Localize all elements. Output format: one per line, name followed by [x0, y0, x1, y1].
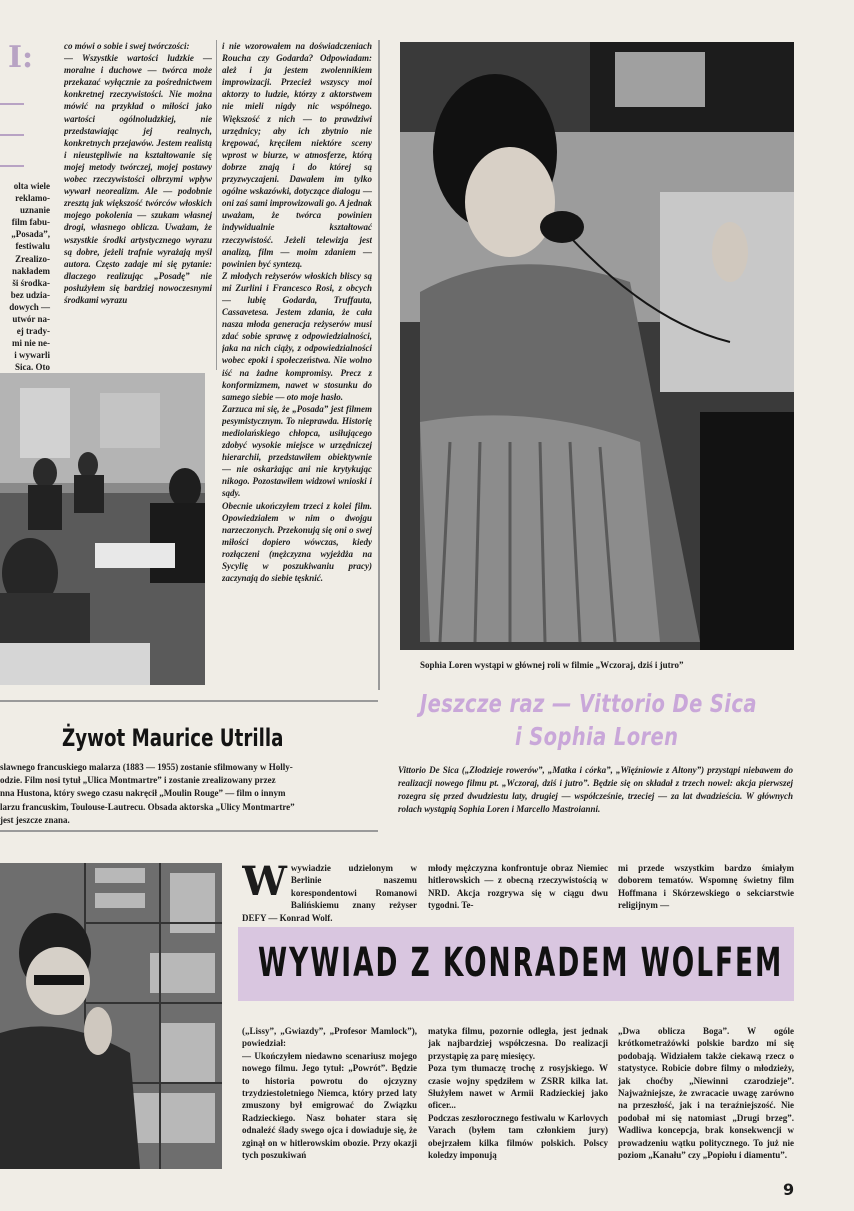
- left-fragment-line: mi nie ne-: [12, 338, 50, 349]
- left-fragment-line: bez udzia-: [10, 289, 50, 300]
- utrillo-body-line: slawnego francuskiego malarza (1883 — 1955) zostanie sfilmowany w Holly-: [0, 762, 293, 772]
- wolf-dropcap: W: [242, 862, 287, 905]
- konrad-wolf-photo-image: [0, 863, 222, 1169]
- left-fragment-rule-2: [0, 134, 24, 136]
- wolf-intro-text: wywiadzie udzielonym w Berlinie naszemu korespondentowi Romanowi Balińskiemu znany reżyser DEFY — Konrad Wolf.: [242, 863, 417, 923]
- page-number: 9: [783, 1180, 795, 1199]
- left-fragment-line: ši środka-: [12, 277, 50, 288]
- left-fragment-line: reklamo-: [15, 193, 50, 204]
- wolf-bottom-column-2: matyka filmu, pozornie odległa, jest jednak jak najbardziej współczesna. Do realizacji przystąpię za parę miesięcy. Poza tym tłumaczę trochę z rosyjskiego. W czasie wojny spędziłem w ZSRR kilka lat. Służyłem nawet w Armii Radzieckiej jako oficer... Podczas zeszłorocznego festiwalu w Karlovych Varach (byłem tam członkiem jury) obejrzałem kilka filmów polskich. Polscy koledzy imponują: [428, 1026, 608, 1161]
- wolf-top-column-2: młody mężczyzna konfrontuje obraz Niemiec hitlerowskich — z obecną rzeczywistością w NRD. Akcja rozgrywa się w ciągu dwu tygodni. Te-: [428, 863, 608, 911]
- desica-headline-line1: Jeszcze raz — Vittorio De Sica: [420, 689, 757, 718]
- left-fragment-rule-1: [0, 103, 24, 105]
- left-header-glyph: I:: [8, 40, 34, 75]
- left-fragment-line: utwór na-: [12, 314, 50, 325]
- desica-body: Vittorio De Sica („Złodzieje rowerów”, „Matka i córka”, „Więźniowie z Altony”) przystąpi niebawem do realizacji nowego filmu pt. „Wczoraj, dziś i jutro”. Będzie się on składał z trzech nowel: akcja pierwszej rozegra się przed dwudziestu laty, drugiej — współcześnie, trzeciej — za lat dwadzieścia. W głównych rolach wystąpią Sophia Loren i Marcello Mastroianni.: [398, 765, 793, 814]
- left-fragment-line: i wywarli: [14, 350, 50, 361]
- left-fragment-line: festiwalu: [15, 241, 50, 252]
- article-column-1: co mówi o sobie i swej twórczości: — Wszystkie wartości ludzkie — moralne i duchowe — twórca może przekazać wyłącznie za pośrednictwem konkretnej rzeczywistości. Nie można mówić na przykład o miłości jako wartości ogólnoludzkiej, nie przedstawiając jej realnych, konkretnych przejawów. Jestem realistą i nieustępliwie na kształtowanie się mojej metody twórczej, mojej postawy wobec rzeczywistości olbrzymi wpływ wywarł neorealizm. Ale — podobnie zresztą jak większość twórców włoskich mojego pokolenia — szukam własnej drogi, własnego oblicza. Uważam, że wszystkie środki artystycznego wyrazu są dobre, jeżeli trafnie wyrażają myśl autora. Często zadaje mi się pytanie: dlaczego realizując „Posadę” nie posłużyłem się bardziej nowoczesnymi środkami wyrazu: [64, 41, 212, 305]
- utrillo-body-line: odzie. Film nosi tytuł „Ulica Montmartre” i zostanie zrealizowany przez: [0, 775, 276, 786]
- left-fragment-line: film fabu-: [11, 217, 50, 228]
- utrillo-box-top: [0, 700, 378, 702]
- office-photo-image: [0, 373, 205, 685]
- wolf-intro: [242, 862, 417, 928]
- wolf-bottom-column-3: „Dwa oblicza Boga”. W ogóle krótkometrażówki polskie bardzo mi się podobają. Widziałem także ciekawą rzecz o statystyce. Robicie dobre filmy o młodzieży, jak choćby „Niewinni czarodzieje”. Najważniejsze, że zwracacie uwagę zarówno na przeszłość, jak i na teraźniejszość. Nie podobał mi się natomiast „Drugi brzeg”. Wadliwa koncepcja, brak konsekwencji w prowadzeniu wątku politycznego. To już nie poziom „Kanału” czy „Popiołu i diamentu”.: [618, 1026, 794, 1161]
- column-divider: [216, 40, 217, 370]
- left-fragment-line: ej trady-: [16, 326, 50, 337]
- article-column-2: i nie wzorowałem na doświadczeniach Roucha czy Godarda? Odpowiadam: ależ i ja jestem zwolennikiem improwizacji. Przecież wszyscy moi aktorzy to ludzie, którzy z aktorstwem nie mieli nigdy nic wspólnego. Większość z nich — to prawdziwi urzędnicy; aby ich zbytnio nie krępować, kręciłem niektóre sceny wprost w biurze, w atmosferze, którą dobrze znają i do której są przyzwyczajeni. Dawałem im tylko ogólne wskazówki, dotyczące dialogu — oni zaś sami improwizowali go. A jednak uważam, że twórca powinien indywidualnie kształtować rzeczywistość. Jeżeli telewizja jest analizą, film — moim zdaniem — powinien być syntezą. Z młodych reżyserów włoskich bliscy są mi Zurlini i Francesco Rosi, z obcych — lubię Godarda, Truffauta, Cassavetesa. Jestem zdania, że cała nasza młoda generacja reżyserów musi zdać sobie sprawę z odpowiedzialności, jaka na nich ciąży, z odpowiedzialności wobec epoki i społeczeństwa. Nie wolno iść na żadne kompromisy. Precz z konformizmem, nawet w stosunku do samego siebie — oto moje hasło. Zarzuca mi się, że „Posada” jest filmem pesymistycznym. To nieprawda. Historię mediolańskiego chłopca, usiłującego zdobyć wysokie miejsce w urzędniczej hierarchii, przedstawiłem obiektywnie — nie oskarżając ani nie krytykując nikogo. Pozostawiłem widzowi wnioski i sądy. Obecnie ukończyłem trzeci z kolei film. Opowiedziałem w nim o dwojgu narzeczonych. Przekonują się oni o swej miłości dopiero wówczas, kiedy rozłączeni (mężczyzna wyjeżdża na Sycylię w poszukiwaniu pracy) zaczynają do siebie tęsknić.: [222, 41, 372, 584]
- utrillo-box-bottom: [0, 830, 378, 832]
- wolf-banner-title: WYWIAD Z KONRADEM WOLFEM: [258, 940, 784, 986]
- left-fragment-rule-3: [0, 165, 24, 167]
- left-fragment-line: uznanie: [19, 205, 50, 216]
- konrad-wolf-photo: [0, 863, 222, 1169]
- sophia-loren-photo: [400, 42, 794, 650]
- desica-headline-line2: i Sophia Loren: [515, 722, 679, 751]
- utrillo-body: [0, 761, 368, 827]
- right-article-border: [378, 40, 380, 690]
- wolf-banner: [238, 927, 794, 1001]
- utrillo-body-line: nna Hustona, który swego czasu nakręcił „Moulin Rouge” — film o innym: [0, 788, 286, 799]
- sophia-loren-photo-caption: Sophia Loren wystąpi w głównej roli w filmie „Wczoraj, dziś i jutro”: [420, 660, 684, 670]
- utrillo-body-line: larzu francuskim, Toulouse-Lautrecu. Obsada aktorska „Ulicy Montmartre”: [0, 801, 295, 812]
- left-fragment-line: „Posada”,: [11, 229, 50, 240]
- office-photo: [0, 373, 205, 685]
- left-fragment-line: nakładem: [11, 265, 50, 276]
- utrillo-title: Żywot Maurice Utrilla: [62, 724, 284, 752]
- left-fragment-line: Zrealizo-: [15, 253, 50, 264]
- left-fragment-text: [0, 180, 50, 374]
- sophia-loren-photo-image: [400, 42, 794, 650]
- left-fragment-line: olta wiele: [13, 181, 50, 191]
- left-fragment-line: dowych —: [9, 301, 50, 312]
- wolf-bottom-column-1: („Lissy”, „Gwiazdy”, „Profesor Mamlock”), powiedział: — Ukończyłem niedawno scenariusz mojego nowego filmu. Jego tytuł: „Powrót”. Będzie to historia powrotu do ojczyzny trzydziestoletniego Niemca, który przed laty zmuszony był emigrować do Związku Radzieckiego. Nasz bohater stara się odnaleźć ślady swego ojca i dowiaduje się, że zginął on w hitlerowskim obozie. Przy okazji tych poszukiwań: [242, 1026, 417, 1161]
- wolf-top-column-3: mi przede wszystkim bardzo śmiałym doborem tematów. Wspomnę świetny film Hoffmana i Skórzewskiego o sekciarstwie religijnym —: [618, 863, 794, 911]
- utrillo-body-line: jest jeszcze znana.: [0, 814, 70, 825]
- left-fragment-line: Sica. Oto: [15, 362, 50, 373]
